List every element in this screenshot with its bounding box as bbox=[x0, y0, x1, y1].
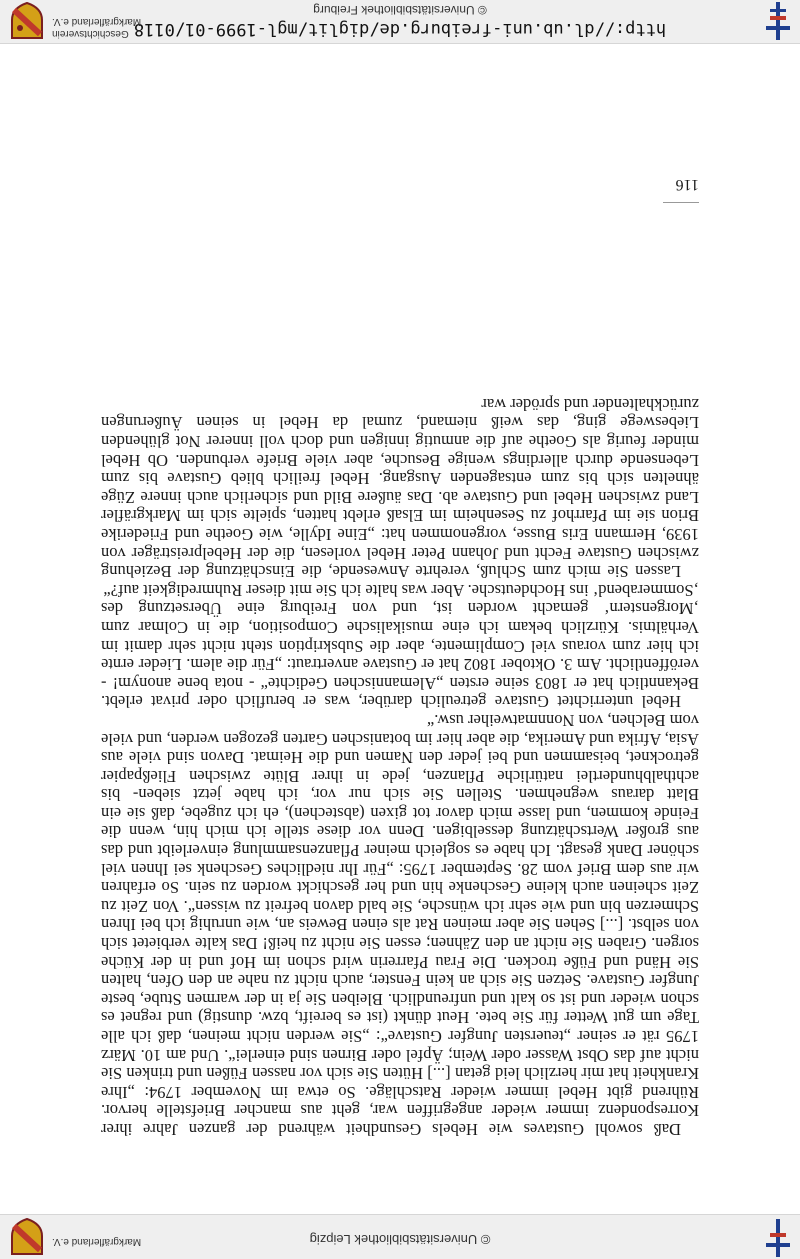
article-body bbox=[101, 394, 699, 1138]
society-name-line2: Markgräflerland e.V. bbox=[52, 16, 142, 27]
footer-copyright: © Universitätsbibliothek Freiburg bbox=[313, 3, 487, 17]
partial-header-banner bbox=[0, 1214, 800, 1259]
header-society-name: Markgräflerland e.V. bbox=[52, 1236, 142, 1247]
society-name bbox=[52, 15, 141, 39]
coat-of-arms-icon bbox=[10, 1218, 44, 1256]
footer-banner bbox=[0, 0, 800, 44]
page-number-rule bbox=[663, 202, 699, 203]
society-name-line1: Geschichtsverein bbox=[52, 28, 129, 39]
header-copyright: © Universitätsbibliothek Leipzig bbox=[309, 1232, 491, 1247]
paragraph: Daß sowohl Gustaves wie Hebels Gesundheit während der ganzen Jahre ihrer Korrespondenz immer wieder angegriffen war, geht aus mancher Briefstelle hervor. Rührend gibt Hebel immer wieder Ratschläge. So etwa im November 1794: „Ihre Krankheit hat mir herzlich leid getan [...] Hüten Sie sich vor nassen Füßen und trinken Sie nicht auf das Obst Wasser oder Wein; Äpfel oder Birnen sind einerlei“. Und am 10. März 1795 rät er seiner „teuersten Jungfer Gustave“: „Sie werden nicht meinen, daß ich alle Tage um gut Wetter für Sie bete. Heut dünkt (ist es bereift, bzw. dunstig) und regnet es schon wieder und ist so kalt und unfreundlich. Bleiben Sie ja in der warmen Stube, beste Jungfer Gustave. Setzen Sie sich an kein Fenster, auch nicht zu nahe an den Ofen, halten Sie Händ und Füße trocken. Die Frau Pfarrerin wird schon im Hof und in der Küche sorgen. Graben Sie nicht an den Zähnen; essen Sie nicht zu heiß! Das kalte verbietet sich von selbst. [...] Sehen Sie aber meinen Rat als einen Beweis an, wie unruhig ich bei Ihren Schmerzen bin und wie sehr ich wünsche, Sie bald davon befreit zu wissen“. Von Zeit zu Zeit scheinen auch kleine Geschenke hin und her geschickt worden zu sein. So erfahren wir aus dem Brief vom 28. September 1795: „Für Ihr niedliches Geschenk sei Ihnen viel schöner Dank gesagt. Ich habe es sogleich meiner Pflanzensammlung einverleibt und das aus großer Wertschätzung desselbigen. Denn vor diese stelle ich mich hin, wenn die Feinde kommen, und lasse mich davor tot gixen (abstechen), eh ich zugebe, daß sie ein Blatt daraus wegnehmen. Stellen Sie sich nur vor, ich habe jetzt sieben- bis achthalbhundertlei natürliche Pflanzen, jede in ihrer Blüte zwischen Fließpapier getrocknet, beisammen und bei jeder den Namen und die Heimat. Davon sind viele aus Asia, Afrika und Amerika, die aber hier im botanischen Garten gezogen werden, und viele vom Belchen, von Nonnmatweiher usw.“ bbox=[101, 710, 699, 1139]
paragraph: Lassen Sie mich zum Schluß, verehrte Anwesende, die Einschätzung der Beziehung zwischen Gustave Fecht und Johann Peter Hebel vorlesen, die der Hebelpreisträger von 1939, Hermann Eris Busse, vorgenommen hat: „Eine Idylle, wie Goethe und Friederike Brion sie im Pfarrhof zu Sesenheim im Elsaß erlebt hatten, spielte sich im Markgräfler Land zwischen Hebel und Gustave ab. Das äußere Bild und sicherlich auch innere Züge ähnelten sich bis zum entsagenden Ausgang. Hebel freilich blieb Gustave bis zum Lebensende durch allerdings wenige Besuche, aber viele Briefe verbunden. Ob Hebel minder feurig als Goethe auf die anmutig innigen und doch voll innerer Not glühenden Liebeswege ging, das weiß niemand, zumal da Hebel in seinen Äußerungen zurückhaltender und spröder war bbox=[101, 394, 699, 582]
paragraph: Hebel unterrichtet Gustave getreulich darüber, was er beruflich oder privat erlebt. Bekanntlich hat er 1803 seine ersten „Alemannischen Gedichte“ - nota bene anonym! - veröffentlicht. Am 3. Oktober 1802 hat er Gustave anvertraut: „Für die alem. Lieder ernte ich hier zum voraus viel Complimente, aber die Subskription steht nicht sehr damit im Verhältnis. Kürzlich bekam ich eine musikalische Composition, die in Colmar zum ‚Morgenstern‘ gemacht worden ist, und von Freiburg eine Übersetzung des ‚Sommerabend‘ ins Hochdeutsche. Aber was halte ich Sie mit dieser Ruhmredigkeit auf?“ bbox=[101, 580, 699, 712]
page-number: 116 bbox=[675, 176, 699, 193]
coat-of-arms-icon bbox=[10, 2, 44, 40]
permalink-url[interactable]: http://dl.ub.uni-freiburg.de/diglit/mgl-1999-01/0118 bbox=[133, 19, 667, 39]
